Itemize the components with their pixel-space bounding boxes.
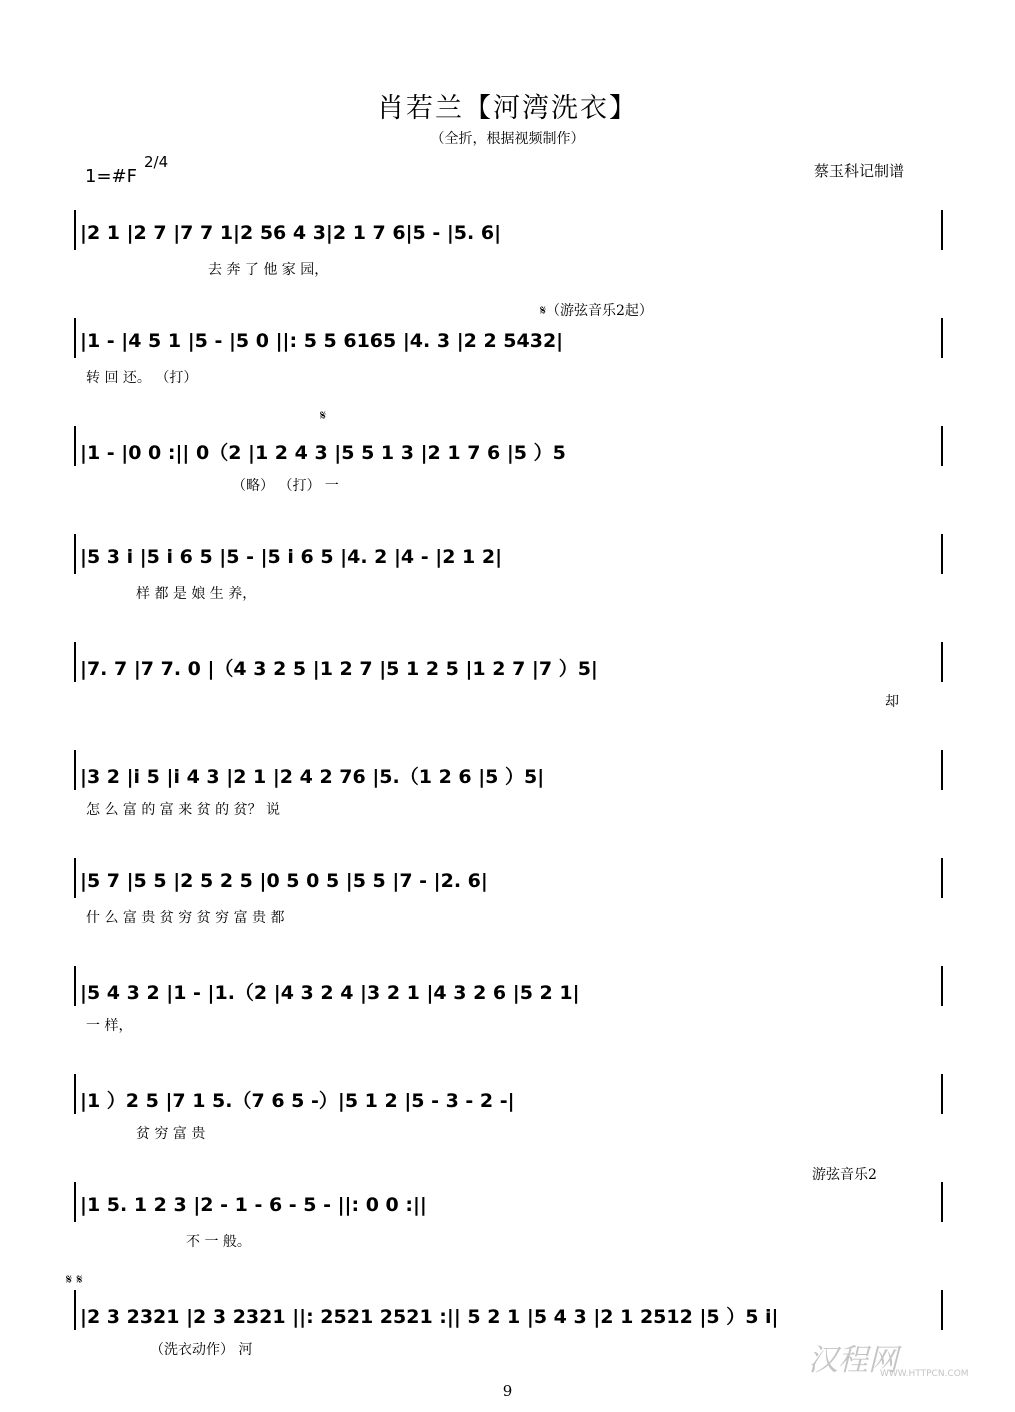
barline — [74, 318, 76, 358]
barline — [74, 642, 76, 682]
barline — [74, 210, 76, 250]
barline — [74, 858, 76, 898]
page-number: 9 — [502, 1382, 513, 1400]
lyrics-row: 怎 么 富 的 富 来 贫 的 贫？ 说 — [86, 802, 281, 818]
barline — [74, 1290, 76, 1330]
barline — [74, 966, 76, 1006]
notation-row: |5 7 |5 5 |2 5 2 5 |0 5 0 5 |5 5 |7 - |2. 6| — [80, 870, 488, 892]
transcriber-credit: 蔡玉科记制谱 — [814, 162, 905, 180]
barline — [941, 1290, 943, 1330]
barline — [941, 750, 943, 790]
lyrics-row: 却 — [885, 694, 899, 710]
score-line — [0, 654, 1015, 764]
notation-row: |1 ）2 5 |7 1 5.（7 6 5 -）|5 1 2 |5 - 3 - 2 -| — [80, 1090, 515, 1112]
notation-row: |7. 7 |7 7. 0 |（4 3 2 5 |1 2 7 |5 1 2 5 |1 2 7 |7 ）5| — [80, 658, 598, 680]
lyrics-row: （略） （打） 一 — [232, 478, 339, 494]
barline — [74, 1182, 76, 1222]
barline — [941, 534, 943, 574]
score-line — [0, 978, 1015, 1088]
key-signature: 1=#F — [85, 166, 137, 187]
lyrics-row: 转 回 还。 （打） — [86, 370, 198, 386]
notation-row: |2 3 2321 |2 3 2321 ||: 2521 2521 :|| 5 2 1 |5 4 3 |2 1 2512 |5 ）5 i| — [80, 1306, 779, 1328]
lyrics-row: 一 样， — [86, 1018, 133, 1034]
notation-row: |3 2 |i 5 |i 4 3 |2 1 |2 4 2 76 |5.（1 2 6 |5 ）5| — [80, 766, 545, 788]
score-line — [0, 222, 1015, 332]
barline — [74, 534, 76, 574]
score-line — [0, 762, 1015, 872]
score-line — [0, 303, 1015, 440]
notation-row: |5 4 3 2 |1 - |1.（2 |4 3 2 4 |3 2 1 |4 3 2 6 |5 2 1| — [80, 982, 580, 1004]
barline — [941, 210, 943, 250]
barline — [941, 642, 943, 682]
line-annotation: 𝄋 𝄋 — [66, 1272, 83, 1288]
page-subtitle: （全折，根据视频制作） — [430, 131, 585, 147]
line-annotation: 𝄋 — [320, 408, 327, 424]
lyrics-row: 去 奔 了 他 家 园， — [208, 262, 329, 278]
score-line — [0, 408, 1015, 548]
barline — [941, 1074, 943, 1114]
barline — [74, 1074, 76, 1114]
barline — [74, 750, 76, 790]
lyrics-row: 什 么 富 贵 贫 穷 贫 穷 富 贵 都 — [86, 910, 285, 926]
score-line — [0, 1167, 1015, 1304]
watermark-url: WWW.HTTPCN.COM — [880, 1369, 969, 1379]
line-annotation: 𝄋（游弦音乐2起） — [540, 303, 653, 319]
barline — [941, 966, 943, 1006]
barline — [941, 318, 943, 358]
notation-row: |2 1 |2 7 |7 7 1|2 56 4 3|2 1 7 6|5 - |5. 6| — [80, 222, 502, 244]
notation-row: |1 - |0 0 :|| 0（2 |1 2 4 3 |5 5 1 3 |2 1 7 6 |5 ）5 — [80, 442, 566, 464]
barline — [941, 426, 943, 466]
notation-row: |1 - |4 5 1 |5 - |5 0 ||: 5 5 6165 |4. 3 |2 2 5432| — [80, 330, 564, 352]
line-annotation: 游弦音乐2 — [812, 1167, 877, 1183]
barline — [941, 858, 943, 898]
notation-row: |5 3 i |5 i 6 5 |5 - |5 i 6 5 |4. 2 |4 - |2 1 2| — [80, 546, 503, 568]
time-signature: 2/4 — [144, 153, 169, 171]
lyrics-row: （洗衣动作） 河 — [150, 1342, 253, 1358]
lyrics-row: 贫 穷 富 贵 — [136, 1126, 206, 1142]
page-title: 肖若兰【河湾洗衣】 — [377, 93, 638, 124]
watermark-logo: 汉程网 — [808, 1343, 898, 1378]
score-line — [0, 546, 1015, 656]
notation-row: |1 5. 1 2 3 |2 - 1 - 6 - 5 - ||: 0 0 :|| — [80, 1194, 427, 1216]
barline — [941, 1182, 943, 1222]
lyrics-row: 不 一 般。 — [186, 1234, 251, 1250]
barline — [74, 426, 76, 466]
score-line — [0, 870, 1015, 980]
lyrics-row: 样 都 是 娘 生 养， — [136, 586, 257, 602]
